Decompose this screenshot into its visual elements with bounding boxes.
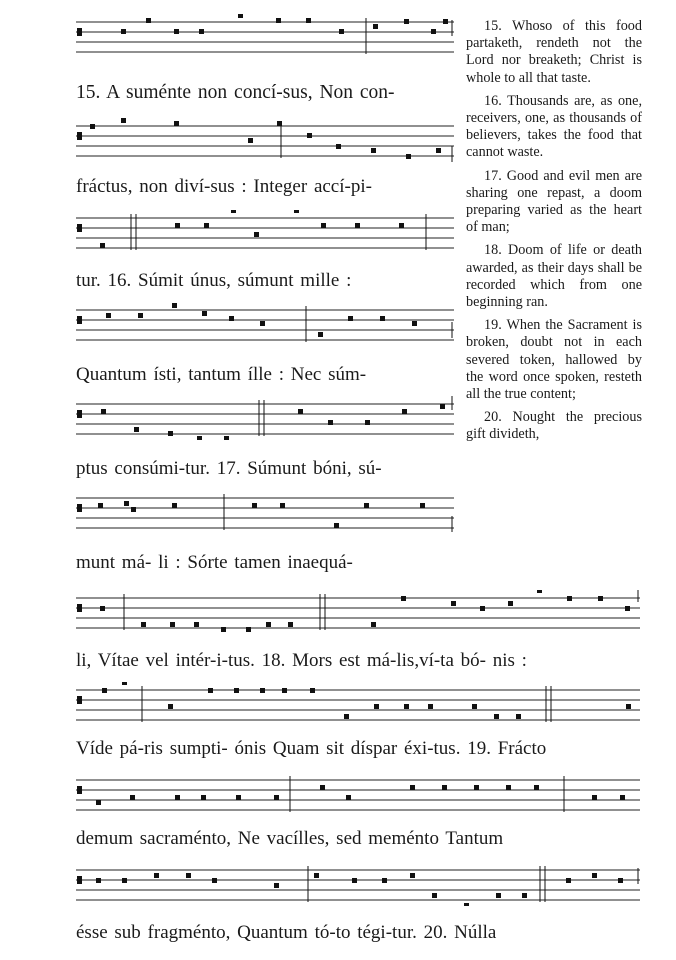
lyric-line: 15. A suménte non concí-sus, Non con- (76, 82, 395, 103)
chant-staff-6 (76, 490, 454, 534)
translation-verse: 19. When the Sacrament is broken, doubt not in each severed token, hallowed by the word once spoken, resteth all the true content; (466, 317, 643, 403)
chant-staff-5 (76, 396, 454, 440)
lyric-line: fráctus, non diví-sus : Integer accí-pi- (76, 176, 372, 197)
lyric-line: ésse sub fragménto, Quantum tó-to tégi-tur. 20. Núlla (76, 922, 497, 943)
chant-staff-2 (76, 118, 454, 162)
lyric-line: ptus consúmi-tur. 17. Súmunt bóni, sú- (76, 458, 382, 479)
chant-staff-4 (76, 302, 454, 346)
lyric-line: Víde pá-ris sumpti- ónis Quam sit díspar éxi-tus. 19. Frácto (76, 738, 547, 759)
lyric-line: tur. 16. Súmit únus, súmunt mille : (76, 270, 352, 291)
translation-verse: 18. Doom of life or death awarded, as their days shall be recorded which from one beginning ran. (466, 242, 643, 311)
chant-staff-3 (76, 210, 454, 254)
translation-column (466, 18, 642, 450)
lyric-line: demum sacraménto, Ne vacílles, sed meménto Tantum (76, 828, 504, 849)
lyric-line: munt má- li : Sórte tamen inaequá- (76, 552, 353, 573)
translation-verse: 16. Thousands are, as one, receivers, one, as thousands of believers, takes the food that cannot waste. (466, 92, 642, 161)
translation-verse: 17. Good and evil men are sharing one repast, a doom preparing varied as the heart of man; (466, 167, 642, 236)
chant-staff-1 (76, 14, 454, 58)
chant-staff-8 (76, 682, 640, 726)
chant-staff-10 (76, 862, 640, 906)
translation-verse: 20. Nought the precious gift divideth, (466, 409, 642, 443)
translation-verse: 15. Whoso of this food partaketh, rendeth not the Lord nor breaketh; Christ is whole to all that taste. (466, 18, 642, 86)
chant-staff-9 (76, 772, 640, 816)
chant-staff-7 (76, 590, 640, 634)
lyric-line: li, Vítae vel intér-i-tus. 18. Mors est má-lis,ví-ta bó- nis : (76, 650, 527, 671)
lyric-line: Quantum ísti, tantum ílle : Nec súm- (76, 364, 367, 385)
